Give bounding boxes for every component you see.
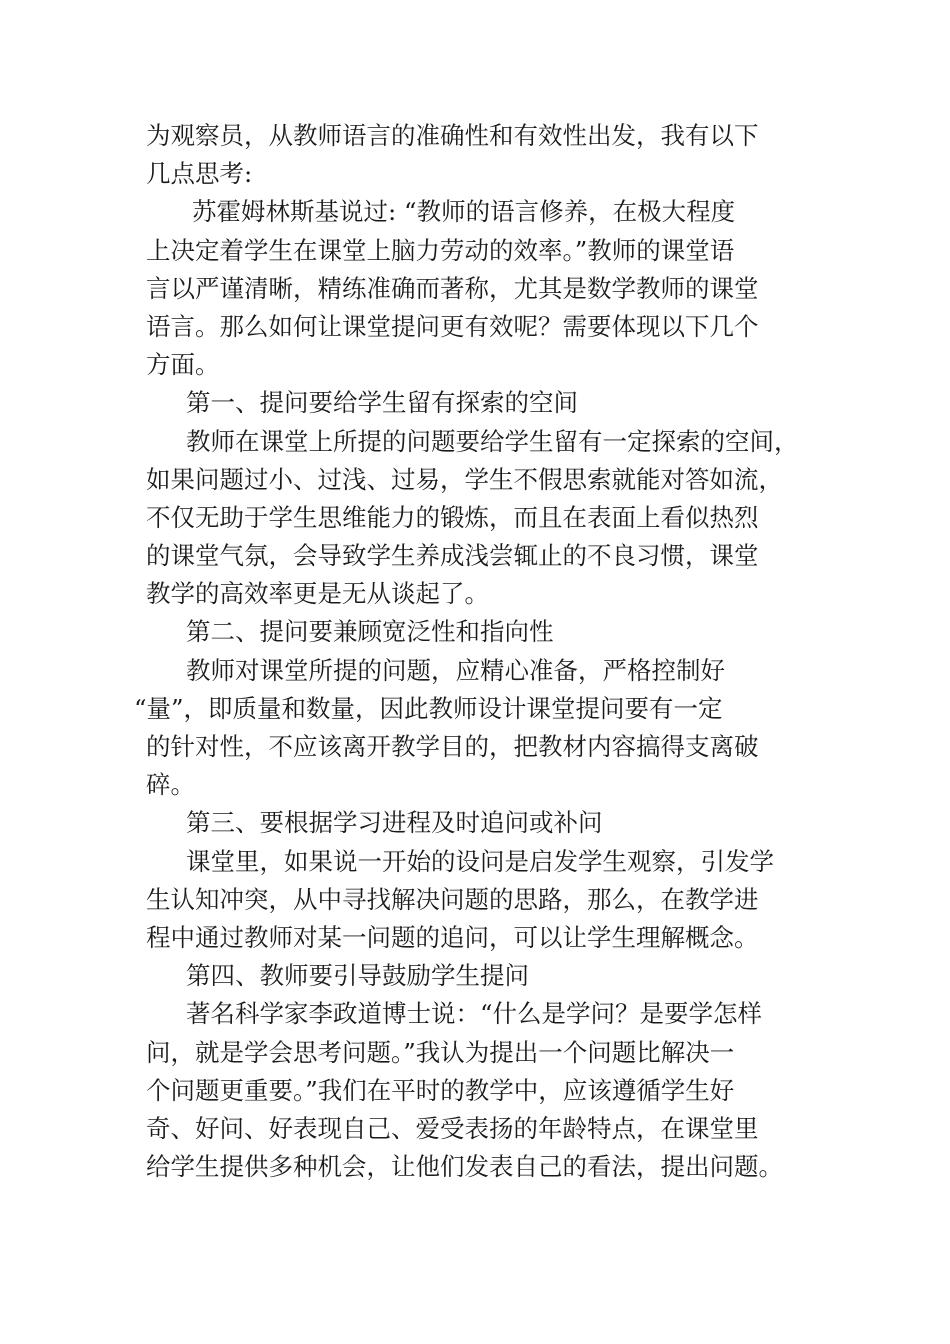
text-line: 教师对课堂所提的问题，应精心准备，严格控制好: [186, 655, 725, 685]
text-line: 的课堂气氛，会导致学生养成浅尝辄止的不良习惯，课堂: [146, 541, 759, 571]
text-line: 奇、好问、好表现自己、爱受表扬的年龄特点，在课堂里: [146, 1113, 759, 1143]
text-line: 给学生提供多种机会，让他们发表自己的看法，提出问题。: [146, 1152, 783, 1182]
text-line: 课堂里，如果说一开始的设问是启发学生观察，引发学: [186, 846, 774, 876]
section-heading: 第一、提问要给学生留有探索的空间: [186, 388, 578, 418]
text-line: 教师在课堂上所提的问题要给学生留有一定探索的空间，: [186, 426, 799, 456]
text-line: 碎。: [146, 770, 195, 800]
text-line: 不仅无助于学生思维能力的锻炼，而且在表面上看似热烈: [146, 502, 759, 532]
text-line: 的针对性，不应该离开教学目的，把教材内容搞得支离破: [146, 732, 759, 761]
text-line: 为观察员，从教师语言的准确性和有效性出发，我有以下: [146, 121, 759, 150]
text-line: 著名科学家李政道博士说：“什么是学问？是要学怎样: [186, 999, 763, 1029]
text-line: 如果问题过小、过浅、过易，学生不假思索就能对答如流，: [146, 464, 783, 494]
text-line: 个问题更重要。”我们在平时的教学中，应该遵循学生好: [146, 1075, 735, 1105]
document-body: [134, 117, 816, 1186]
text-line: 语言。那么如何让课堂提问更有效呢？需要体现以下几个: [146, 311, 759, 341]
text-line: 生认知冲突，从中寻找解决问题的思路，那么，在教学进: [146, 884, 759, 914]
section-heading: 第二、提问要兼顾宽泛性和指向性: [186, 617, 554, 647]
text-line: 上决定着学生在课堂上脑力劳动的效率。”教师的课堂语: [146, 235, 735, 265]
section-heading: 第四、教师要引导鼓励学生提问: [186, 961, 529, 991]
text-line: 教学的高效率更是无从谈起了。: [146, 579, 489, 609]
text-line: 问，就是学会思考问题。”我认为提出一个问题比解决一: [146, 1037, 735, 1067]
text-line: 言以严谨清晰，精练准确而著称，尤其是数学教师的课堂: [146, 273, 759, 303]
section-heading: 第三、要根据学习进程及时追问或补问: [186, 808, 603, 838]
text-line: “量”，即质量和数量，因此教师设计课堂提问要有一定: [134, 693, 723, 723]
text-line: 程中通过教师对某一问题的追问，可以让学生理解概念。: [146, 922, 759, 952]
text-line: 几点思考:: [146, 159, 253, 189]
text-line: 苏霍姆林斯基说过: “教师的语言修养，在极大程度: [192, 197, 736, 227]
text-line: 方面。: [146, 350, 220, 380]
